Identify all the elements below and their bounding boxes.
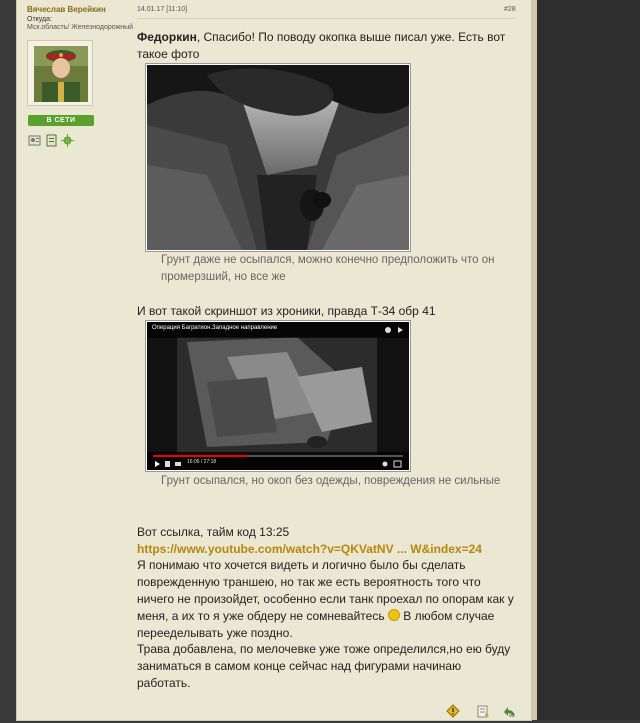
photo-caption-1: Грунт даже не осыпался, можно конечно предположить что он промерзший, но все же bbox=[161, 254, 495, 283]
report-icon[interactable] bbox=[446, 704, 460, 723]
trench-photo-image bbox=[147, 65, 409, 250]
avatar[interactable] bbox=[27, 40, 93, 106]
quote-icon[interactable] bbox=[502, 704, 516, 723]
svg-text:99: 99 bbox=[509, 713, 515, 718]
page-edge bbox=[531, 0, 537, 720]
avatar-image bbox=[34, 46, 88, 102]
post-number-link[interactable]: #28 bbox=[504, 6, 516, 13]
youtube-link-line bbox=[137, 541, 517, 558]
post-date: 14.01.17 [11:10] bbox=[137, 6, 188, 13]
video-screenshot[interactable] bbox=[145, 320, 411, 472]
profile-icon[interactable] bbox=[28, 134, 41, 152]
chronicle-text: И вот такой скриншот из хроники, правда Т-34 обр 41 bbox=[137, 304, 436, 318]
from-label: Откуда: bbox=[27, 16, 52, 23]
paragraph-1 bbox=[137, 557, 517, 642]
youtube-link[interactable]: https://www.youtube.com/watch?v=QKVatNV ... W&index=24 bbox=[137, 542, 482, 556]
photo-caption-2: Грунт осыпался, но окоп без одежды, повреждения не сильные bbox=[161, 475, 501, 487]
online-status-badge: В СЕТИ bbox=[28, 115, 94, 126]
smiley-icon bbox=[388, 609, 400, 621]
link-intro: Вот ссылка, тайм код 13:25 bbox=[137, 525, 290, 539]
video-title: Операция Багратион.Западное направление bbox=[152, 325, 278, 331]
video-image bbox=[147, 322, 409, 470]
video-time: 16:06 / 27:18 bbox=[187, 459, 217, 465]
paragraph-1-end: В любом случае перееделывать уже поздно. bbox=[137, 609, 495, 640]
post-header-divider bbox=[137, 18, 517, 19]
edit-icon[interactable] bbox=[476, 704, 490, 723]
page-background-right bbox=[531, 0, 640, 720]
video-frame bbox=[147, 322, 409, 470]
paragraph-2: Трава добавлена, по мелочевке уже тоже определился,но ею буду заниматься в самом конце сейчас над фигурами начинаю работать. bbox=[137, 642, 511, 690]
message-icon[interactable] bbox=[45, 134, 58, 152]
intro-text: , Спасибо! По поводу окопка выше писал уже. Есть вот такое фото bbox=[137, 30, 506, 61]
from-value: Мск.область/ Железнодорожный bbox=[27, 24, 134, 31]
trench-photo[interactable] bbox=[145, 63, 411, 252]
author-name-link[interactable]: Вячеслав Верейкин bbox=[27, 5, 106, 14]
star-icon[interactable] bbox=[61, 134, 74, 152]
post-intro bbox=[137, 29, 517, 62]
quoted-username[interactable]: Федоркин bbox=[137, 30, 197, 44]
paragraph-1-text: Я понимаю что хочется видеть и логично было бы сделать поврежденную траншею, но так же есть вероятность того что ничего не произойдет, особенно если танк проехал по опорам как у меня, а их то я уже обдеру не сомневайтесь bbox=[137, 558, 514, 623]
